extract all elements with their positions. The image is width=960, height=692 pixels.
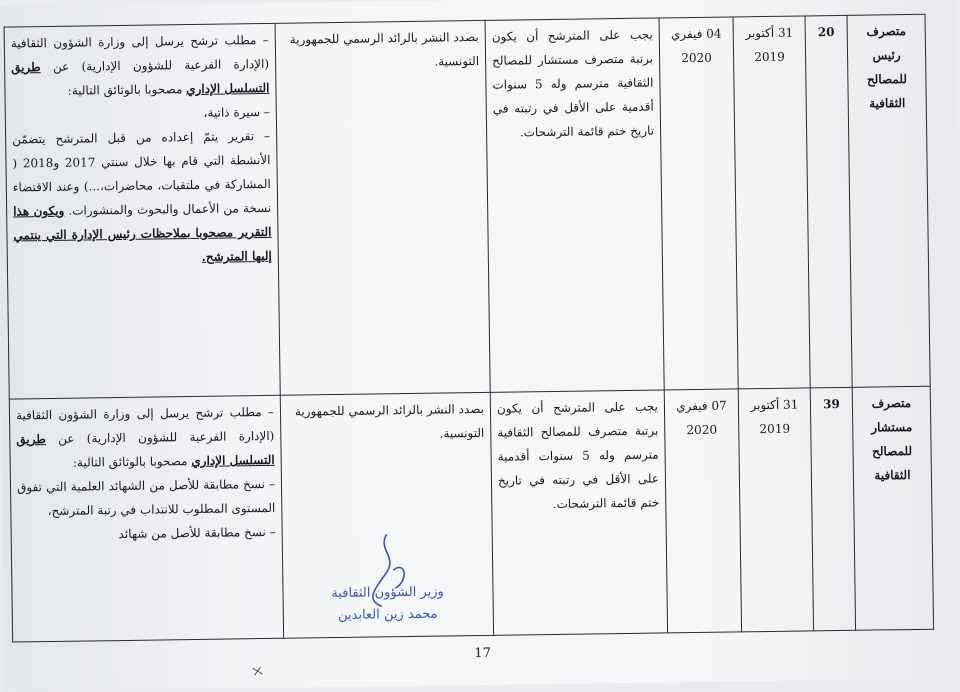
- application-instructions: – مطلب ترشح يرسل إلى وزارة الشؤون الثقافية (الإدارة الفرعية للشؤون الإدارية) عن طريق التسلسل الإداري مصحوبا بالوثائق التالية:: [15, 404, 275, 470]
- opening-date: [738, 388, 813, 632]
- eligibility-conditions: يجب على المترشح أن يكون برتبة متصرف مستشار للمصالح الثقافية مترسم وله 5 سنوات أقدمية على الأقل في رتبته في تاريخ ختم قائمة الترشحات.: [485, 18, 664, 392]
- closing-year: 2020: [686, 422, 718, 438]
- opening-day: 31 أكتوبر: [745, 25, 794, 41]
- report-emphasis: ويكون هذا التقرير مصحوبا بملاحظات رئيس الإدارة التي ينتمي إليها المترشح.: [13, 203, 272, 264]
- document-item: – نسخ مطابقة للأصل من شهائد: [118, 524, 276, 542]
- signature-scrawl-icon: [347, 530, 418, 611]
- hierarchy-emphasis: طريق التسلسل الإداري: [16, 432, 275, 469]
- grade-title: متصرف مستشار للمصالح الثقافية: [852, 386, 933, 630]
- document-item: – تقرير يتمّ إعداده من قبل المترشح يتضمّن الأنشطة التي قام بها خلال سنتي 2017 و2018 ( المشاركة في ملتقيات، محاضرات،...) وعند الاقتضاء نسخة من الأعمال والبحوث والمنشورات. ويكون هذا التقرير مصحوبا بملاحظات رئيس الإدارة التي ينتمي إليها المترشح.: [12, 128, 272, 264]
- document-item: – سيرة ذاتية،: [203, 104, 270, 120]
- publication-status: بصدد النشر بالرائد الرسمي للجمهورية التونسية. وزير الشؤون الثقافية محمد زين العابدين: [280, 392, 493, 638]
- required-documents: [4, 23, 280, 399]
- opening-year: 2019: [754, 49, 785, 65]
- pen-mark-icon: [251, 664, 265, 678]
- signature-title: وزير الشؤون الثقافية: [331, 584, 444, 602]
- closing-year: 2020: [681, 50, 712, 66]
- required-documents: [9, 395, 283, 642]
- document-item: – نسخ مطابقة للأصل من الشهائد العلمية التي تفوق المستوى المطلوب للانتداب في رتبة المترشح،: [16, 476, 276, 519]
- closing-date: [659, 17, 738, 390]
- positions-count: 20: [805, 15, 852, 388]
- signature-name: محمد زين العابدين: [337, 606, 438, 624]
- page-number: 17: [474, 645, 492, 662]
- eligibility-conditions: يجب على المترشح أن يكون برتبة متصرف للمصالح الثقافية مترسم وله 5 سنوات أقدمية على الأقل في رتبته في تاريخ ختم قائمة الترشحات.: [490, 390, 667, 635]
- hierarchy-emphasis: طريق التسلسل الإداري: [11, 60, 270, 97]
- table-row: [4, 14, 930, 399]
- publication-status: بصدد النشر بالرائد الرسمي للجمهورية التونسية.: [275, 20, 490, 395]
- opening-year: 2019: [759, 421, 791, 437]
- minister-signature: [297, 581, 478, 628]
- positions-count: 39: [810, 387, 855, 631]
- opening-date: [733, 16, 810, 389]
- grade-title: متصرف رئيس للمصالح الثقافية: [847, 14, 930, 387]
- closing-day: 04 فيفري: [670, 26, 722, 42]
- closing-date: [664, 389, 741, 633]
- competition-table: [4, 14, 935, 643]
- closing-day: 07 فيفري: [676, 398, 727, 414]
- application-instructions: – مطلب ترشح يرسل إلى وزارة الشؤون الثقافية (الإدارة الفرعية للشؤون الإدارية) عن طريق التسلسل الإداري مصحوبا بالوثائق التالية:: [10, 32, 270, 98]
- table-row: [9, 386, 933, 642]
- opening-day: 31 أكتوبر: [750, 397, 799, 413]
